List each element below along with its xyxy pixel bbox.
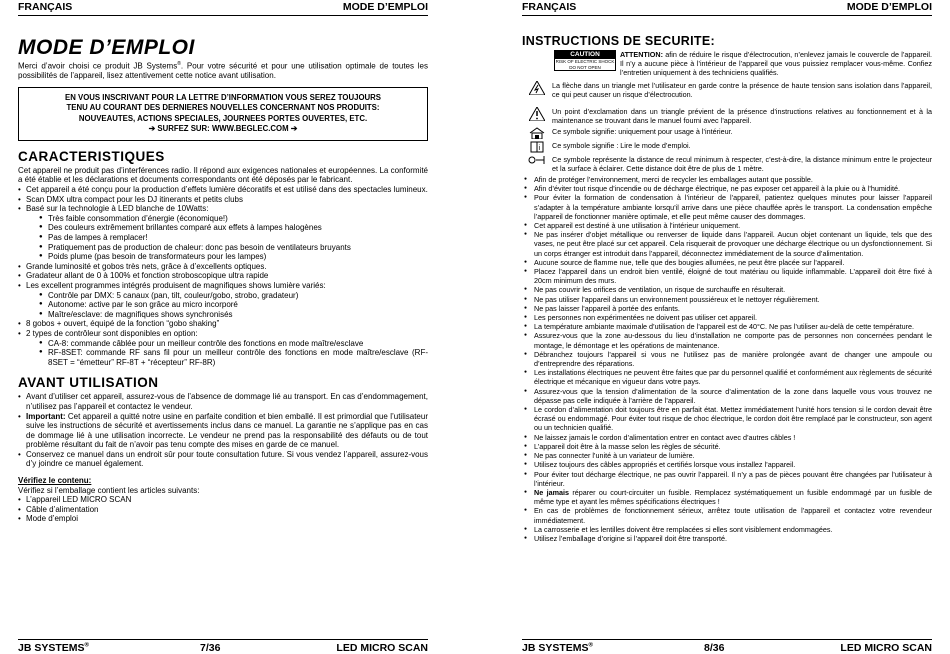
list-item: ● Aucune source de flamme nue, telle que des bougies allumées, ne peut être placée sur l’appareil. [532,258,932,267]
page-left [18,0,428,654]
newsletter-line: EN VOUS INSCRIVANT POUR LA LETTRE D’INFORMATION VOUS SEREZ TOUJOURS [65,92,381,102]
controller-sublist [18,339,428,368]
list-item: ● Pour éviter la formation de condensation à l’intérieur de l’appareil, patientez quelques minutes pour laisser l’appareil s’adapter à la température ambiante lorsqu’il arrive dans une pièce chauffée après le transport. La condensation empêche l’appareil de fonctionner manière optimale, et elle peut même causer des dommages. [532,193,932,221]
list-item: ● Les personnes non expérimentées ne doivent pas utiliser cet appareil. [532,313,932,322]
caution-label: CAUTION RISK OF ELECTRIC SHOCK DO NOT OPEN [555,51,615,70]
list-item: ● Les installations électriques ne peuvent être faites que par du personnel qualifié et conformément aux règlements de sécurité électrique et mécanique en vigueur dans votre pays. [532,368,932,386]
symbol-row: i Ce symbole signifie : Lire le mode d’emploi. [522,141,932,153]
features-list-2 [18,262,428,291]
symbol-row: Un point d’exclamation dans un triangle prévient de la présence d’instructions relatives au fonctionnement et à la maintenance se trouvant dans le manuel fourni avec l’appareil. [522,107,932,125]
distance-icon [522,155,552,165]
symbol-row: Ce symbole signifie: uniquement pour usage à l’intérieur. [522,127,932,139]
list-item: • 8 gobos + ouvert, équipé de la fonction “gobo shaking” [26,319,428,329]
newsletter-box [18,87,428,141]
list-item: ● Très faible consommation d’énergie (économique!) [48,214,428,224]
list-item: ● La température ambiante maximale d’utilisation de l’appareil est de 40°C. Ne pas l’utiliser au-delà de cette température. [532,322,932,331]
section-title-avant-utilisation: AVANT UTILISATION [18,375,159,391]
lightning-triangle-icon [522,81,552,95]
list-item: ● La carrosserie et les lentilles doivent être remplacées si elles sont visiblement endommagées. [532,525,932,534]
list-item: • Câble d’alimentation [26,505,428,515]
footer-page-number: 8/36 [704,642,725,654]
list-item: • Mode d’emploi [26,514,428,524]
page-content [18,28,428,524]
list-item: • Basé sur la technologie à LED blanche de 10Watts: [26,204,428,214]
manual-book-icon [522,141,552,153]
list-item: • Scan DMX ultra compact pour les DJ itinerants et petits clubs [26,195,428,205]
svg-text:i: i [538,145,541,152]
list-item: ● Ne pas laisser l’appareil à portée des enfants. [532,304,932,313]
verif-title: Vérifiez le contenu: [18,476,92,486]
footer-brand: JB SYSTEMS® [18,642,89,654]
newsletter-line: TENU AU COURANT DES DERNIERES NOUVELLES CONCERNANT NOS PRODUITS: [66,103,380,113]
list-item: ● En cas de problèmes de fonctionnement sérieux, arrêtez toute utilisation de l’appareil et contactez votre revendeur immédiatement. [532,506,932,524]
list-item: ● Contrôle par DMX: 5 canaux (pan, tilt, couleur/gobo, strobo, gradateur) [48,291,428,301]
list-item: • Conservez ce manuel dans un endroit sûr pour toute consultation future. Si vous vendez l’appareil, assurez-vous d’y joindre ce manuel également. [26,450,428,469]
features-list-3 [18,319,428,338]
list-item: ● Ne laissez jamais le cordon d’alimentation entrer en contact avec d’autres câbles ! [532,433,932,442]
list-item: • Avant d’utiliser cet appareil, assurez-vous de l’absence de dommage lié au transport. En cas d’endommagement, n’utilisez pas l’appareil et contactez le vendeur. [26,392,428,411]
page-content [522,30,932,543]
list-item: ● Des couleurs extrêmement brillantes comparé aux effets à lampes halogènes [48,223,428,233]
list-item: • Cet appareil a été conçu pour la production d’effets lumière décoratifs et est utilisé dans des spectacles lumineux. [26,185,428,195]
verif-intro: Vérifiez si l’emballage contient les articles suivants: [18,485,200,495]
symbol-row: La flèche dans un triangle met l’utilisateur en garde contre la présence de haute tension sans isolation dans l’appareil, ce qui peut causer un risque d’électrocution. [522,81,932,99]
features-list [18,185,428,214]
led-sublist [18,214,428,262]
list-item: ● Pour éviter tout décharge électrique, ne pas ouvrir l’appareil. Il n’y a pas de pièces pouvant être changées par l’utilisateur à l’intérieur. [532,470,932,488]
footer-page-number: 7/36 [200,642,221,654]
header-language: FRANÇAIS [18,1,73,13]
footer-product: LED MICRO SCAN [840,642,932,654]
list-item: • L’appareil LED MICRO SCAN [26,495,428,505]
list-item: ● Le cordon d’alimentation doit toujours être en parfait état. Mettez immédiatement l’unité hors tension si le cordon devait être écrasé ou endommagé. Pour éviter tout risque de choc électrique, le cordon doit être remplacé par le constructeur, son agent ou un technicien qualifié. [532,405,932,433]
page-header [18,1,428,16]
list-item: ● Pas de lampes à remplacer! [48,233,428,243]
caution-block [522,50,932,77]
list-item: • Important: Cet appareil a quitté notre usine en parfaite condition et bien emballé. Il est primordial que l’utilisateur suive les instructions de sécurité et avertissements inclus dans ce manuel. La garantie ne s’applique pas en cas de dommage lié à une utilisation incorrecte. Le vendeur ne prend pas la responsabilité des défauts ou de tout problème résultant du fait de n’avoir pas tenu compte des mises en garde de ce manuel. [26,412,428,450]
header-title: MODE D’EMPLOI [846,1,932,13]
list-item: ● Cet appareil est destiné à une utilisation à l’intérieur uniquement. [532,221,932,230]
indoor-house-icon [522,127,552,139]
list-item: ● Ne pas couvrir les orifices de ventilation, un risque de surchauffe en résulterait. [532,285,932,294]
list-item: ● Maître/esclave: de magnifiques shows synchronisés [48,310,428,320]
newsletter-link[interactable]: ➔ SURFEZ SUR: WWW.BEGLEC.COM ➔ [148,124,298,134]
list-item: ● Placez l’appareil dans un endroit bien ventilé, éloigné de tout matériau ou liquide inflammable. L’appareil doit être fixé à 20cm minimum des murs. [532,267,932,285]
newsletter-line: NOUVEAUTES, ACTIONS SPECIALES, JOURNEES PORTES OUVERTES, ETC. [78,113,368,123]
list-item: ● Autonome: active par le son grâce au micro incorporé [48,300,428,310]
list-item: ● Ne pas connecter l’unité à un variateur de lumière. [532,451,932,460]
list-item: • 2 types de contrôleur sont disponibles en option: [26,329,428,339]
list-item: • Grande luminosité et gobos très nets, grâce à d’excellents optiques. [26,262,428,272]
list-item: ● Ne pas utiliser l’appareil dans un environnement poussiéreux et le nettoyer régulièrement. [532,295,932,304]
list-item: ● Utilisez toujours des câbles appropriés et certifiés lorsque vous installez l’appareil. [532,460,932,469]
list-item: ● Ne pas insérer d’objet métallique ou renverser de liquide dans l’appareil. Aucun objet contenant un liquide, tels que des vases, ne peut être placé sur cet appareil. Cela risquerait de provoquer une décharge électrique ou un dysfonctionnement. Si un corps étranger est introduit dans l’appareil, déconnectez immédiatement de la source d’alimentation. [532,230,932,258]
list-item: • Gradateur allant de 0 à 100% et fonction stroboscopique ultra rapide [26,271,428,281]
list-item: ● Poids plume (pas besoin de transformateurs pour les lampes) [48,252,428,262]
footer-product: LED MICRO SCAN [336,642,428,654]
symbol-row: Ce symbole représente la distance de recul minimum à respecter, c’est-à-dire, la distance minimum entre le projecteur et la surface à éclairer. Cette distance doit être de plus de 1 mètre. [522,155,932,173]
list-item: ● Assurez-vous que la zone au-dessous du lieu d’installation ne comporte pas de personnes non concernées pendant le montage, le démontage et les opérations de maintenance. [532,331,932,349]
footer-brand: JB SYSTEMS® [522,642,593,654]
header-title: MODE D’EMPLOI [342,1,428,13]
list-item: ● Afin de protéger l’environnement, merci de recycler les emballages autant que possible. [532,175,932,184]
list-item: ● Débranchez toujours l’appareil si vous ne l’utilisez pas de manière prolongée avant de changer une ampoule ou d’entreprendre des réparations. [532,350,932,368]
avant-list [18,392,428,469]
char-intro: Cet appareil ne produit pas d’interférences radio. Il répond aux exigences nationales et européennes. La conformité a été établie et les déclarations et documents correspondants ont été déposés par le fabricant. [18,165,428,185]
safety-rules-list [522,175,932,543]
exclamation-triangle-icon [522,107,552,121]
verif-list [18,495,428,524]
page-header [522,1,932,16]
list-item: ● Assurez-vous que la tension d’alimentation de la source d’alimentation de la zone dans laquelle vous vous trouvez ne dépasse pas celle indiquée à l’arrière de l’appareil. [532,387,932,405]
list-item: ● RF-8SET: commande RF sans fil pour un meilleur contrôle des fonctions en mode maître/esclave (RF-8SET = “émetteur” RF-8T + “récepteur” RF-8R) [48,348,428,367]
section-title-securite: INSTRUCTIONS DE SECURITE: [522,34,715,48]
page-footer [18,639,428,654]
list-item: ● Pratiquement pas de production de chaleur: donc pas besoin de ventilateurs bruyants [48,243,428,253]
list-item: • Les excellent programmes intégrés produisent de magnifiques shows lumière variés: [26,281,428,291]
header-language: FRANÇAIS [522,1,577,13]
page-footer [522,639,932,654]
list-item: ● L’appareil doit être à la masse selon les règles de sécurité. [532,442,932,451]
list-item: ● Ne jamais réparer ou court-circuiter un fusible. Remplacez systématiquement un fusible endommagé par un fusible de même type et ayant les mêmes spécifications électriques ! [532,488,932,506]
list-item: ● CA-8: commande câblée pour un meilleur contrôle des fonctions en mode maître/esclave [48,339,428,349]
page-right [522,0,932,654]
list-item: ● Afin d’éviter tout risque d’incendie ou de décharge électrique, ne pas exposer cet appareil à la pluie ou à l’humidité. [532,184,932,193]
program-sublist [18,291,428,320]
section-title-caracteristiques: CARACTERISTIQUES [18,148,165,164]
intro-text: Merci d’avoir choisi ce produit JB Systems®. Pour votre sécurité et pour une utilisation optimale de toutes les possibilités de l’appareil, lisez attentivement cette notice avant utilisation. [18,61,429,81]
main-title: MODE D’EMPLOI [18,36,195,59]
list-item: ● Utilisez l’emballage d’origine si l’appareil doit être transporté. [532,534,932,543]
attention-text: ATTENTION: afin de réduire le risque d’électrocution, n’enlevez jamais le couvercle de l’appareil. Il n’y a aucune pièce à l’intérieur de l’appareil que vous puissiez remplacer vous-même. Confiez l’entretien uniquement à des techniciens qualifiés. [620,50,932,77]
